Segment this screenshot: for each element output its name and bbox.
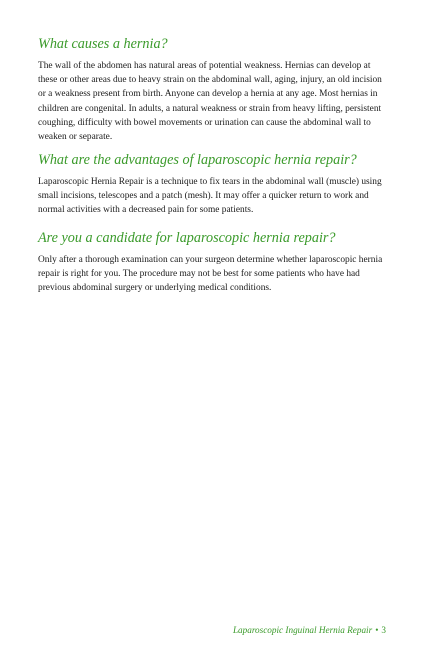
- footer-title: Laparoscopic Inguinal Hernia Repair: [232, 625, 373, 635]
- section-heading: What are the advantages of laparoscopic hernia repair?: [38, 152, 357, 168]
- section-heading: What causes a hernia?: [38, 36, 168, 52]
- section-body: Laparoscopic Hernia Repair is a technique to fix tears in the abdominal wall (muscle) using small incisions, telescopes and a patch (mesh). It may offer a quicker return to work and normal activities with a decreased pain for some patients.: [38, 177, 382, 216]
- section-body: The wall of the abdomen has natural areas of potential weakness. Hernias can develop at these or other areas due to heavy strain on the abdominal wall, aging, injury, an old incision or a weakness present from birth. Anyone can develop a hernia at any age. Most hernias in children are congenital. In adults, a natural weakness or strain from heavy lifting, persistent coughing, difficulty with bowel movements or urination can cause the abdominal wall to weaken or separate.: [38, 61, 382, 143]
- page-footer: [233, 625, 386, 635]
- section-heading: Are you a candidate for laparoscopic hernia repair?: [38, 230, 336, 246]
- section-body: Only after a thorough examination can your surgeon determine whether laparoscopic hernia repair is right for you. The procedure may not be best for some patients who have had previous abdominal surgery or underlying medical conditions.: [38, 255, 383, 294]
- section-what-causes-hernia: [38, 36, 388, 144]
- footer-separator: •: [375, 625, 379, 635]
- section-advantages: [38, 152, 388, 218]
- section-candidate: [38, 230, 388, 296]
- page-number: 3: [381, 625, 386, 635]
